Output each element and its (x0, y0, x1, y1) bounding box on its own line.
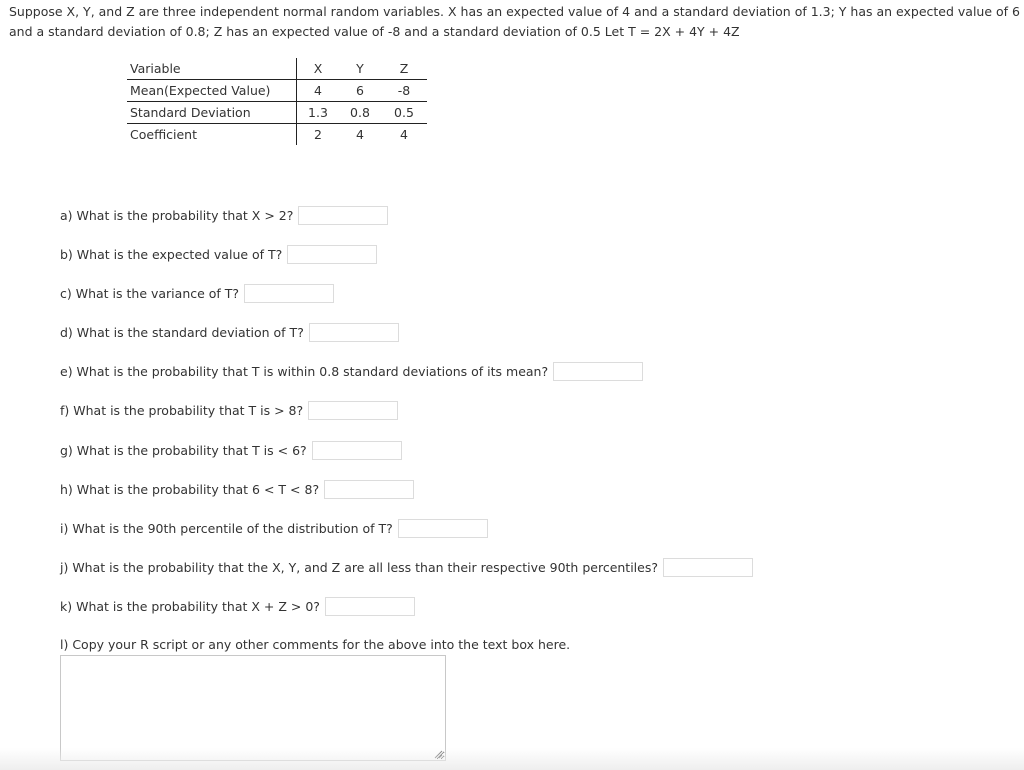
row-value-x: 2 (297, 124, 340, 146)
row-value-z: 4 (400, 127, 408, 142)
row-value-z: -8 (381, 80, 427, 102)
problem-line-2: and a standard deviation of 0.8; Z has an expected value of -8 and a standard deviation of 0.5 Let T = 2X + 4Y + 4Z (9, 23, 740, 39)
row-label: Mean(Expected Value) (127, 80, 297, 102)
answer-i-input[interactable] (398, 519, 488, 538)
row-value-y: 6 (339, 80, 381, 102)
question-a (60, 204, 388, 226)
problem-line-1: Suppose X, Y, and Z are three independent normal random variables. X has an expected value of 4 and a standard deviation of 1.3; Y has an expected value of 6 (9, 4, 1020, 19)
question-f (60, 399, 398, 421)
row-value-y: 0.8 (339, 102, 381, 124)
row-value-x: 1.3 (297, 102, 340, 124)
answer-g-input[interactable] (312, 441, 402, 460)
comment-label: l) Copy your R script or any other comments for the above into the text box here. (60, 637, 571, 652)
question-f-text: f) What is the probability that T is > 8? (60, 402, 304, 418)
question-c-text: c) What is the variance of T? (60, 285, 240, 301)
answer-e-input[interactable] (553, 362, 643, 381)
question-c (60, 282, 334, 304)
table-row (127, 124, 427, 146)
question-k-text: k) What is the probability that X + Z > 0? (60, 598, 320, 614)
table-row (127, 102, 427, 124)
question-b-text: b) What is the expected value of T? (60, 246, 283, 262)
answer-b-input[interactable] (287, 245, 377, 264)
question-i-text: i) What is the 90th percentile of the distribution of T? (60, 520, 393, 536)
row-label: Coefficient (130, 127, 198, 142)
question-k (60, 595, 415, 617)
question-h-text: h) What is the probability that 6 < T < 8? (60, 481, 320, 497)
table-header-row (127, 58, 427, 80)
variables-table (127, 58, 427, 145)
question-b (60, 243, 377, 265)
table-header-label: Variable (127, 58, 297, 80)
question-e (60, 360, 643, 382)
question-i (60, 517, 488, 539)
row-value-y: 4 (356, 127, 364, 142)
table-row (127, 80, 427, 102)
row-value-x: 4 (297, 80, 340, 102)
table-header-z: Z (381, 58, 427, 80)
question-h (60, 478, 414, 500)
answer-h-input[interactable] (324, 480, 414, 499)
row-label: Standard Deviation (127, 102, 297, 124)
question-d-text: d) What is the standard deviation of T? (60, 324, 304, 340)
question-a-text: a) What is the probability that X > 2? (60, 207, 294, 223)
problem-statement (9, 2, 1019, 41)
table-header-y: Y (339, 58, 381, 80)
answer-a-input[interactable] (298, 206, 388, 225)
question-g-text: g) What is the probability that T is < 6? (60, 442, 307, 458)
question-e-text: e) What is the probability that T is within 0.8 standard deviations of its mean? (60, 363, 549, 379)
answer-c-input[interactable] (244, 284, 334, 303)
question-d (60, 321, 399, 343)
answer-k-input[interactable] (325, 597, 415, 616)
table-header-x: X (297, 58, 340, 80)
comment-textarea[interactable] (60, 655, 446, 761)
question-g (60, 439, 402, 461)
answer-j-input[interactable] (663, 558, 753, 577)
answer-d-input[interactable] (309, 323, 399, 342)
question-j-text: j) What is the probability that the X, Y, and Z are all less than their respective 90th percentiles? (60, 559, 658, 575)
question-j (60, 556, 753, 578)
answer-f-input[interactable] (308, 401, 398, 420)
row-value-z: 0.5 (381, 102, 427, 124)
